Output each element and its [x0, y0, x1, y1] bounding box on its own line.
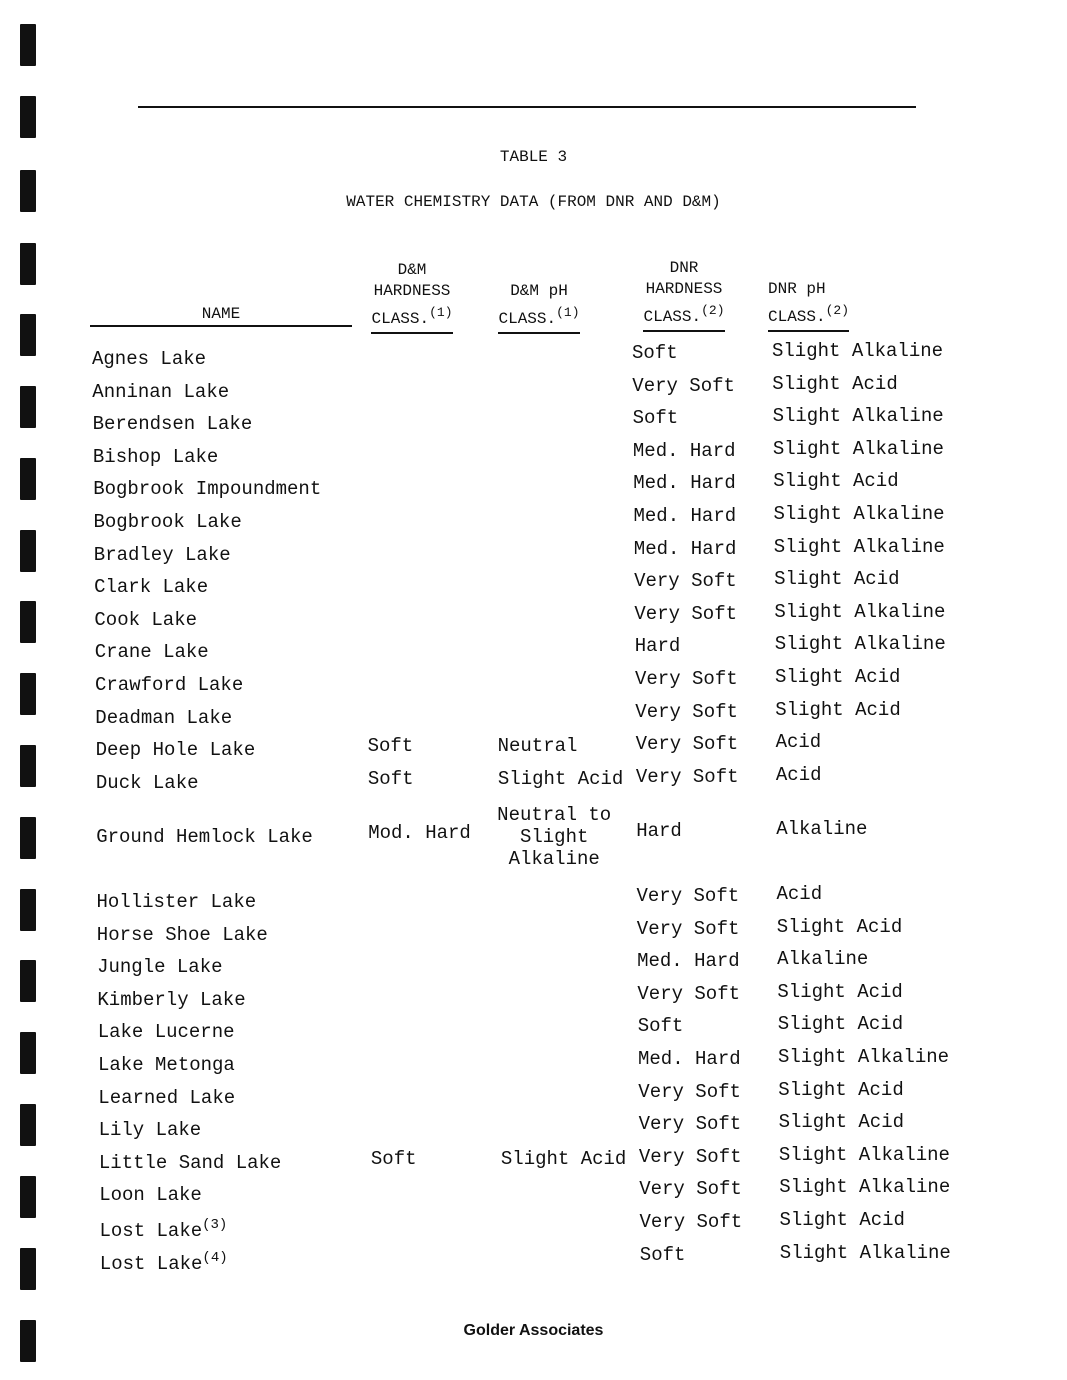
dnr-hardness-value: Med. Hard [638, 1048, 741, 1070]
dnr-hardness-value: Very Soft [634, 602, 738, 625]
binder-mark [20, 458, 36, 500]
dnr-hardness-value: Med. Hard [632, 439, 736, 462]
lake-name: Learned Lake [98, 1086, 236, 1109]
header-line: CLASS. [371, 310, 430, 328]
lake-name: Bogbrook Lake [93, 511, 242, 533]
dm-hardness-value: Soft [367, 735, 414, 758]
dnr-ph-value: Slight Acid [779, 1209, 905, 1231]
footer-company: Golder Associates [463, 1322, 604, 1339]
dnr-ph-value: Slight Acid [776, 915, 903, 938]
lake-name: Ground Hemlock Lake [96, 826, 313, 849]
dnr-ph-value: Slight Acid [774, 568, 900, 591]
lake-name: Bogbrook Impoundment [93, 478, 322, 501]
top-rule [138, 106, 916, 108]
dnr-ph-value: Acid [775, 731, 822, 754]
binder-mark [20, 960, 36, 1002]
binder-mark [20, 386, 36, 428]
dnr-ph-value: Slight Alkaline [779, 1241, 951, 1264]
lake-name: Lost Lake [99, 1220, 203, 1242]
dnr-hardness-value: Very Soft [638, 1145, 742, 1168]
lake-name: Agnes Lake [92, 348, 207, 370]
table-subtitle: WATER CHEMISTRY DATA (FROM DNR AND D&M) [346, 193, 721, 211]
dnr-hardness-value: Med. Hard [633, 472, 736, 495]
header-line: D&M [397, 261, 427, 279]
lake-name: Duck Lake [95, 771, 199, 794]
lake-name: Crawford Lake [95, 674, 244, 696]
binder-mark [20, 1176, 36, 1218]
dnr-hardness-value: Soft [637, 1015, 684, 1038]
dnr-ph-value: Slight Alkaline [772, 340, 944, 362]
header-line: CLASS. [498, 310, 557, 328]
header-dnr-hardness [624, 258, 744, 332]
lake-name-cell [100, 1250, 228, 1275]
dm-ph-value: Slight Acid [497, 767, 624, 790]
header-line: HARDNESS [373, 282, 451, 300]
dnr-hardness-value: Very Soft [636, 917, 740, 940]
dnr-hardness-value: Very Soft [635, 765, 739, 788]
header-line: CLASS. [768, 308, 826, 326]
dnr-ph-value: Slight Alkaline [774, 600, 946, 623]
dm-ph-line: Neutral to [497, 804, 612, 827]
lake-name: Berendsen Lake [92, 413, 253, 436]
dnr-hardness-value: Very Soft [635, 668, 738, 690]
dnr-hardness-value: Very Soft [634, 570, 737, 593]
header-dm-ph [484, 281, 594, 334]
dnr-hardness-value: Very Soft [638, 1113, 742, 1136]
lake-name: Kimberly Lake [97, 988, 246, 1011]
dnr-hardness-value: Very Soft [636, 885, 740, 907]
footnote-ref: (4) [202, 1249, 228, 1266]
dnr-hardness-value: Very Soft [639, 1211, 743, 1233]
dnr-ph-value: Slight Acid [778, 1111, 905, 1134]
dnr-ph-value: Slight Alkaline [778, 1143, 950, 1166]
dnr-hardness-value: Very Soft [632, 374, 735, 397]
dnr-hardness-value: Soft [632, 407, 679, 430]
binder-mark [20, 530, 36, 572]
header-name-underline [90, 325, 352, 327]
lake-name: Little Sand Lake [98, 1151, 282, 1174]
dm-ph-value: Slight Acid [500, 1147, 627, 1170]
dm-hardness-value: Soft [370, 1147, 417, 1170]
dm-hardness-value: Mod. Hard [368, 822, 471, 845]
lake-name: Lily Lake [98, 1119, 202, 1142]
dnr-hardness-value: Hard [636, 820, 682, 843]
dnr-hardness-value: Med. Hard [637, 950, 740, 973]
dm-ph-line: Alkaline [508, 848, 600, 871]
dm-ph-value [484, 804, 624, 870]
dnr-hardness-value: Very Soft [639, 1178, 742, 1201]
dnr-hardness-value: Very Soft [638, 1080, 741, 1103]
binder-mark [20, 24, 36, 66]
dnr-hardness-value: Med. Hard [633, 537, 737, 560]
lake-name: Hollister Lake [96, 891, 257, 913]
header-name-label: NAME [201, 305, 241, 323]
footnote-ref: (1) [556, 305, 580, 320]
header-line: HARDNESS [645, 280, 723, 298]
binder-mark [20, 745, 36, 787]
header-dm-hardness [352, 260, 472, 334]
footnote-ref: (3) [202, 1217, 228, 1233]
binder-mark [20, 817, 36, 859]
header-name [196, 304, 246, 325]
dnr-ph-value: Slight Acid [778, 1078, 904, 1101]
lake-name: Loon Lake [99, 1184, 202, 1207]
lake-name: Crane Lake [94, 641, 209, 664]
lake-name: Clark Lake [94, 576, 209, 599]
dnr-ph-value: Slight Acid [772, 372, 898, 395]
dnr-ph-value: Acid [775, 763, 822, 786]
dnr-hardness-value: Hard [634, 635, 681, 658]
dm-ph-value: Neutral [497, 735, 578, 758]
dnr-ph-value: Slight Alkaline [772, 437, 944, 460]
lake-name: Jungle Lake [97, 956, 223, 979]
dnr-ph-value: Slight Alkaline [772, 405, 944, 428]
dnr-ph-value: Slight Alkaline [779, 1176, 951, 1199]
dnr-hardness-value: Soft [639, 1243, 686, 1266]
binder-mark [20, 314, 36, 356]
header-line: CLASS. [643, 308, 702, 326]
header-dnr-ph [768, 279, 878, 332]
lake-name: Deadman Lake [95, 706, 233, 729]
lake-name: Horse Shoe Lake [96, 923, 268, 946]
dnr-ph-value: Slight Alkaline [774, 633, 946, 656]
binder-mark [20, 96, 36, 138]
dnr-hardness-value: Very Soft [637, 982, 741, 1005]
lake-name: Anninan Lake [92, 380, 230, 403]
dm-ph-line: Slight [519, 826, 589, 849]
binder-mark [20, 1104, 36, 1146]
binder-mark [20, 243, 36, 285]
dnr-ph-value: Slight Acid [773, 470, 899, 493]
header-line: DNR pH [768, 280, 826, 298]
binder-mark [20, 1248, 36, 1290]
dnr-hardness-value: Soft [632, 342, 678, 364]
binder-mark [20, 1032, 36, 1074]
header-line: D&M pH [510, 282, 568, 300]
binder-mark [20, 601, 36, 643]
footnote-ref: (2) [701, 303, 725, 318]
lake-name: Deep Hole Lake [95, 739, 256, 762]
lake-name-cell [100, 1217, 228, 1242]
dnr-ph-value: Alkaline [776, 818, 868, 841]
dnr-ph-value: Slight Alkaline [778, 1046, 950, 1068]
header-line: DNR [669, 259, 699, 277]
dnr-hardness-value: Very Soft [635, 700, 738, 723]
dnr-ph-value: Slight Acid [775, 666, 901, 688]
dnr-ph-value: Alkaline [777, 948, 869, 971]
dnr-ph-value: Slight Acid [777, 980, 903, 1003]
binder-mark [20, 889, 36, 931]
dm-hardness-value: Soft [367, 767, 414, 790]
lake-name: Bradley Lake [93, 543, 231, 566]
lake-name: Cook Lake [94, 608, 198, 631]
dnr-ph-value: Slight Alkaline [773, 503, 945, 525]
lake-name: Lost Lake [99, 1252, 203, 1275]
dnr-ph-value: Slight Acid [777, 1013, 904, 1036]
dnr-ph-value: Acid [776, 883, 823, 905]
dnr-ph-value: Slight Alkaline [773, 535, 945, 558]
lake-name: Lake Lucerne [97, 1021, 235, 1044]
dnr-hardness-value: Med. Hard [633, 505, 737, 527]
lake-name: Lake Metonga [98, 1054, 235, 1076]
binder-mark [20, 673, 36, 715]
dnr-ph-value: Slight Acid [775, 698, 901, 721]
footnote-ref: (2) [825, 303, 850, 318]
table-title: TABLE 3 [499, 148, 568, 166]
footnote-ref: (1) [429, 305, 453, 320]
lake-name: Bishop Lake [92, 445, 219, 468]
dnr-hardness-value: Very Soft [635, 733, 739, 756]
